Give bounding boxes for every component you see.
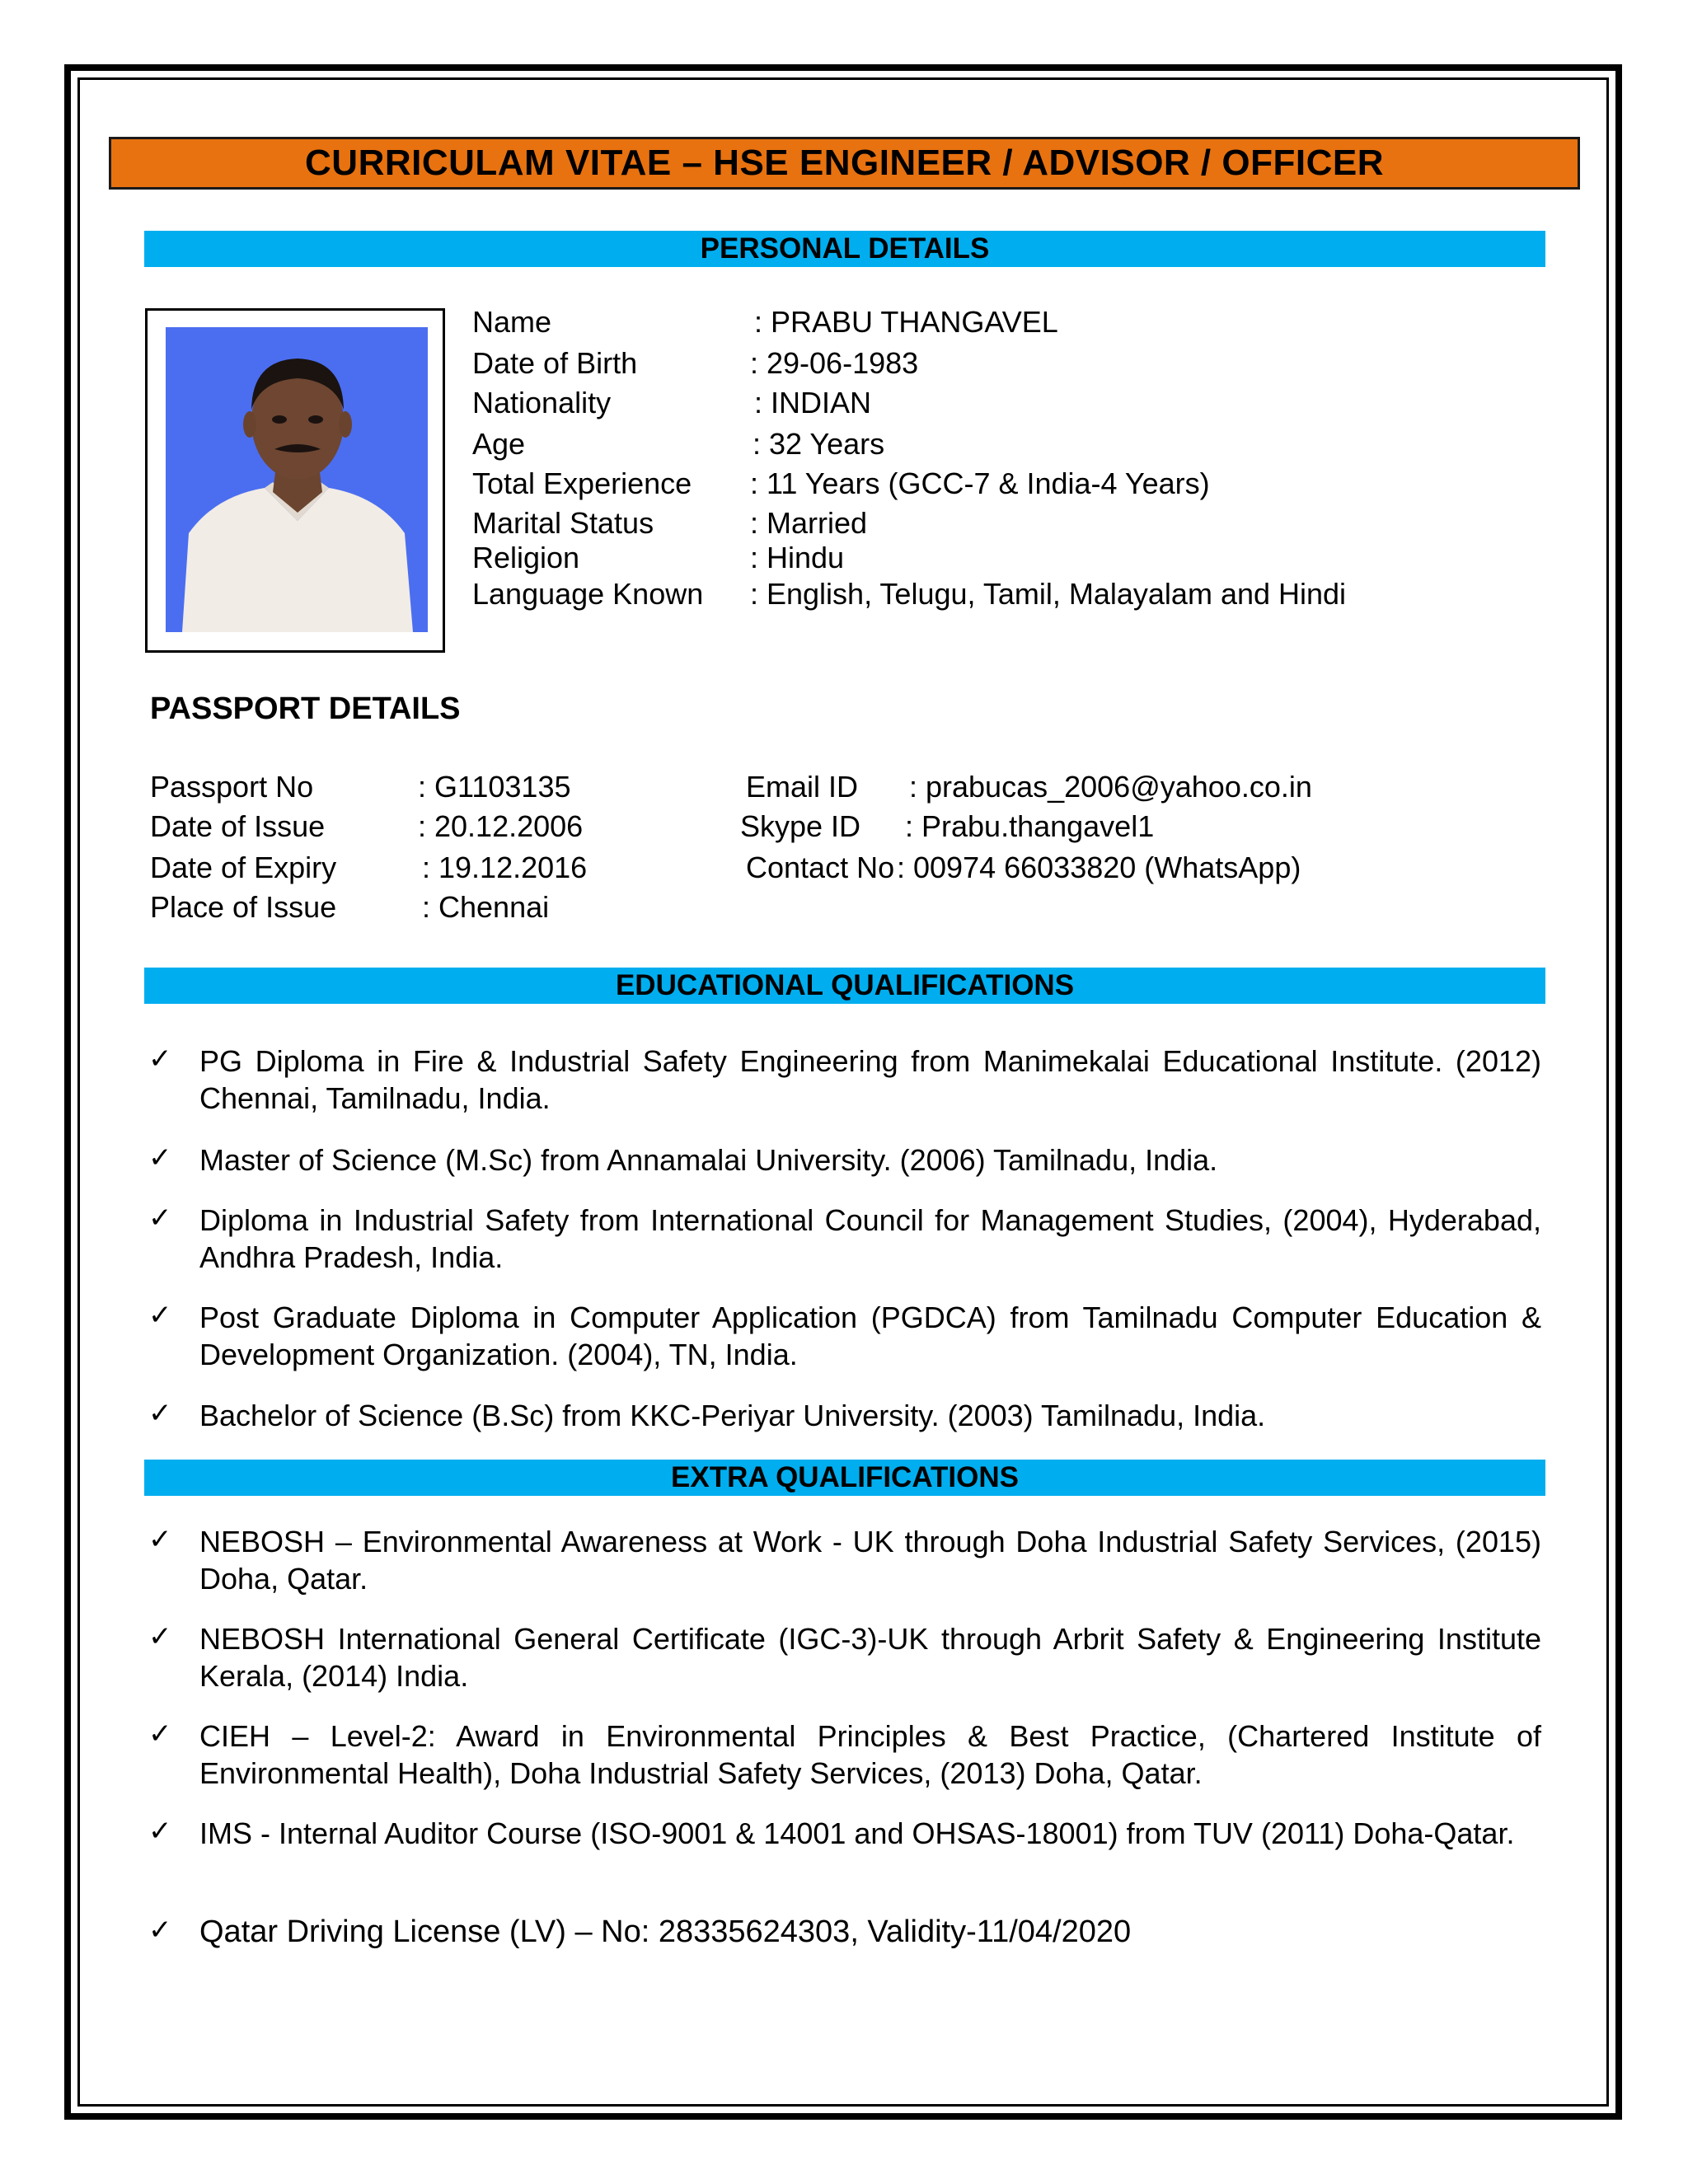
passport-details-heading: PASSPORT DETAILS	[150, 691, 461, 726]
passport-no-value: : G1103135	[418, 770, 571, 804]
extra-item-1: NEBOSH – Environmental Awareness at Work - UK through Doha Industrial Safety Services, (2015) Doha, Qatar.	[199, 1525, 1541, 1596]
education-heading: EDUCATIONAL QUALIFICATIONS	[144, 968, 1545, 1004]
nationality-label: Nationality	[472, 386, 612, 419]
language-value: : English, Telugu, Tamil, Malayalam and Hindi	[750, 577, 1347, 611]
profile-photo-icon	[166, 327, 428, 632]
date-of-expiry-label: Date of Expiry	[150, 851, 337, 884]
age-label: Age	[472, 427, 526, 461]
language-label: Language Known	[472, 577, 704, 611]
place-of-issue-label: Place of Issue	[150, 890, 337, 924]
experience-value: : 11 Years (GCC-7 & India-4 Years)	[750, 466, 1210, 500]
extra-item-4: IMS - Internal Auditor Course (ISO-9001 & 14001 and OHSAS-18001) from TUV (2011) Doha-Qatar.	[199, 1816, 1515, 1850]
education-item-1: PG Diploma in Fire & Industrial Safety Engineering from Manimekalai Educational Institute. (2012) Chennai, Tamilnadu, India.	[199, 1044, 1541, 1115]
profile-photo	[145, 308, 445, 653]
date-of-issue-value: : 20.12.2006	[418, 809, 584, 843]
checkmark-icon: ✓	[148, 1718, 172, 1750]
personal-details-heading: PERSONAL DETAILS	[144, 231, 1545, 267]
checkmark-icon: ✓	[148, 1043, 172, 1076]
extra-item-3: CIEH – Level-2: Award in Environmental Principles & Best Practice, (Chartered Institute of Environmental Health), Doha Industrial Safety Services, (2013) Doha, Qatar.	[199, 1719, 1541, 1790]
education-item-4: Post Graduate Diploma in Computer Application (PGDCA) from Tamilnadu Computer Education & Development Organization. (2004), TN, India.	[199, 1301, 1541, 1371]
extra-qualifications-heading: EXTRA QUALIFICATIONS	[144, 1460, 1545, 1496]
nationality-value: : INDIAN	[754, 386, 872, 419]
checkmark-icon: ✓	[148, 1914, 172, 1947]
education-item-5: Bachelor of Science (B.Sc) from KKC-Periyar University. (2003) Tamilnadu, India.	[199, 1399, 1266, 1432]
contact-value: : 00974 66033820 (WhatsApp)	[897, 851, 1301, 884]
skype-label: Skype ID	[740, 809, 861, 843]
dob-label: Date of Birth	[472, 346, 638, 380]
religion-value: : Hindu	[750, 541, 845, 574]
email-value: : prabucas_2006@yahoo.co.in	[909, 770, 1312, 804]
age-value: : 32 Years	[753, 427, 885, 461]
checkmark-icon: ✓	[148, 1523, 172, 1556]
checkmark-icon: ✓	[148, 1202, 172, 1235]
name-label: Name	[472, 305, 552, 339]
extra-item-5: Qatar Driving License (LV) – No: 28335624303, Validity-11/04/2020	[199, 1915, 1132, 1949]
checkmark-icon: ✓	[148, 1299, 172, 1332]
experience-label: Total Experience	[472, 466, 692, 500]
marital-status-value: : Married	[750, 506, 868, 540]
religion-label: Religion	[472, 541, 580, 574]
name-value: : PRABU THANGAVEL	[754, 305, 1058, 339]
dob-value: : 29-06-1983	[750, 346, 919, 380]
passport-no-label: Passport No	[150, 770, 314, 804]
education-item-3: Diploma in Industrial Safety from International Council for Management Studies, (2004), Hyderabad, Andhra Pradesh, India.	[199, 1203, 1541, 1274]
checkmark-icon: ✓	[148, 1397, 172, 1430]
extra-item-2: NEBOSH International General Certificate (IGC-3)-UK through Arbrit Safety & Engineering Institute Kerala, (2014) India.	[199, 1622, 1541, 1693]
date-of-expiry-value: : 19.12.2016	[422, 851, 588, 884]
checkmark-icon: ✓	[148, 1815, 172, 1848]
place-of-issue-value: : Chennai	[422, 890, 550, 924]
date-of-issue-label: Date of Issue	[150, 809, 326, 843]
skype-value: : Prabu.thangavel1	[905, 809, 1155, 843]
cv-title: CURRICULAM VITAE – HSE ENGINEER / ADVISOR / OFFICER	[109, 137, 1580, 190]
contact-label: Contact No	[746, 851, 895, 884]
checkmark-icon: ✓	[148, 1620, 172, 1653]
marital-status-label: Marital Status	[472, 506, 654, 540]
education-item-2: Master of Science (M.Sc) from Annamalai University. (2006) Tamilnadu, India.	[199, 1143, 1218, 1177]
checkmark-icon: ✓	[148, 1141, 172, 1174]
email-label: Email ID	[746, 770, 859, 804]
